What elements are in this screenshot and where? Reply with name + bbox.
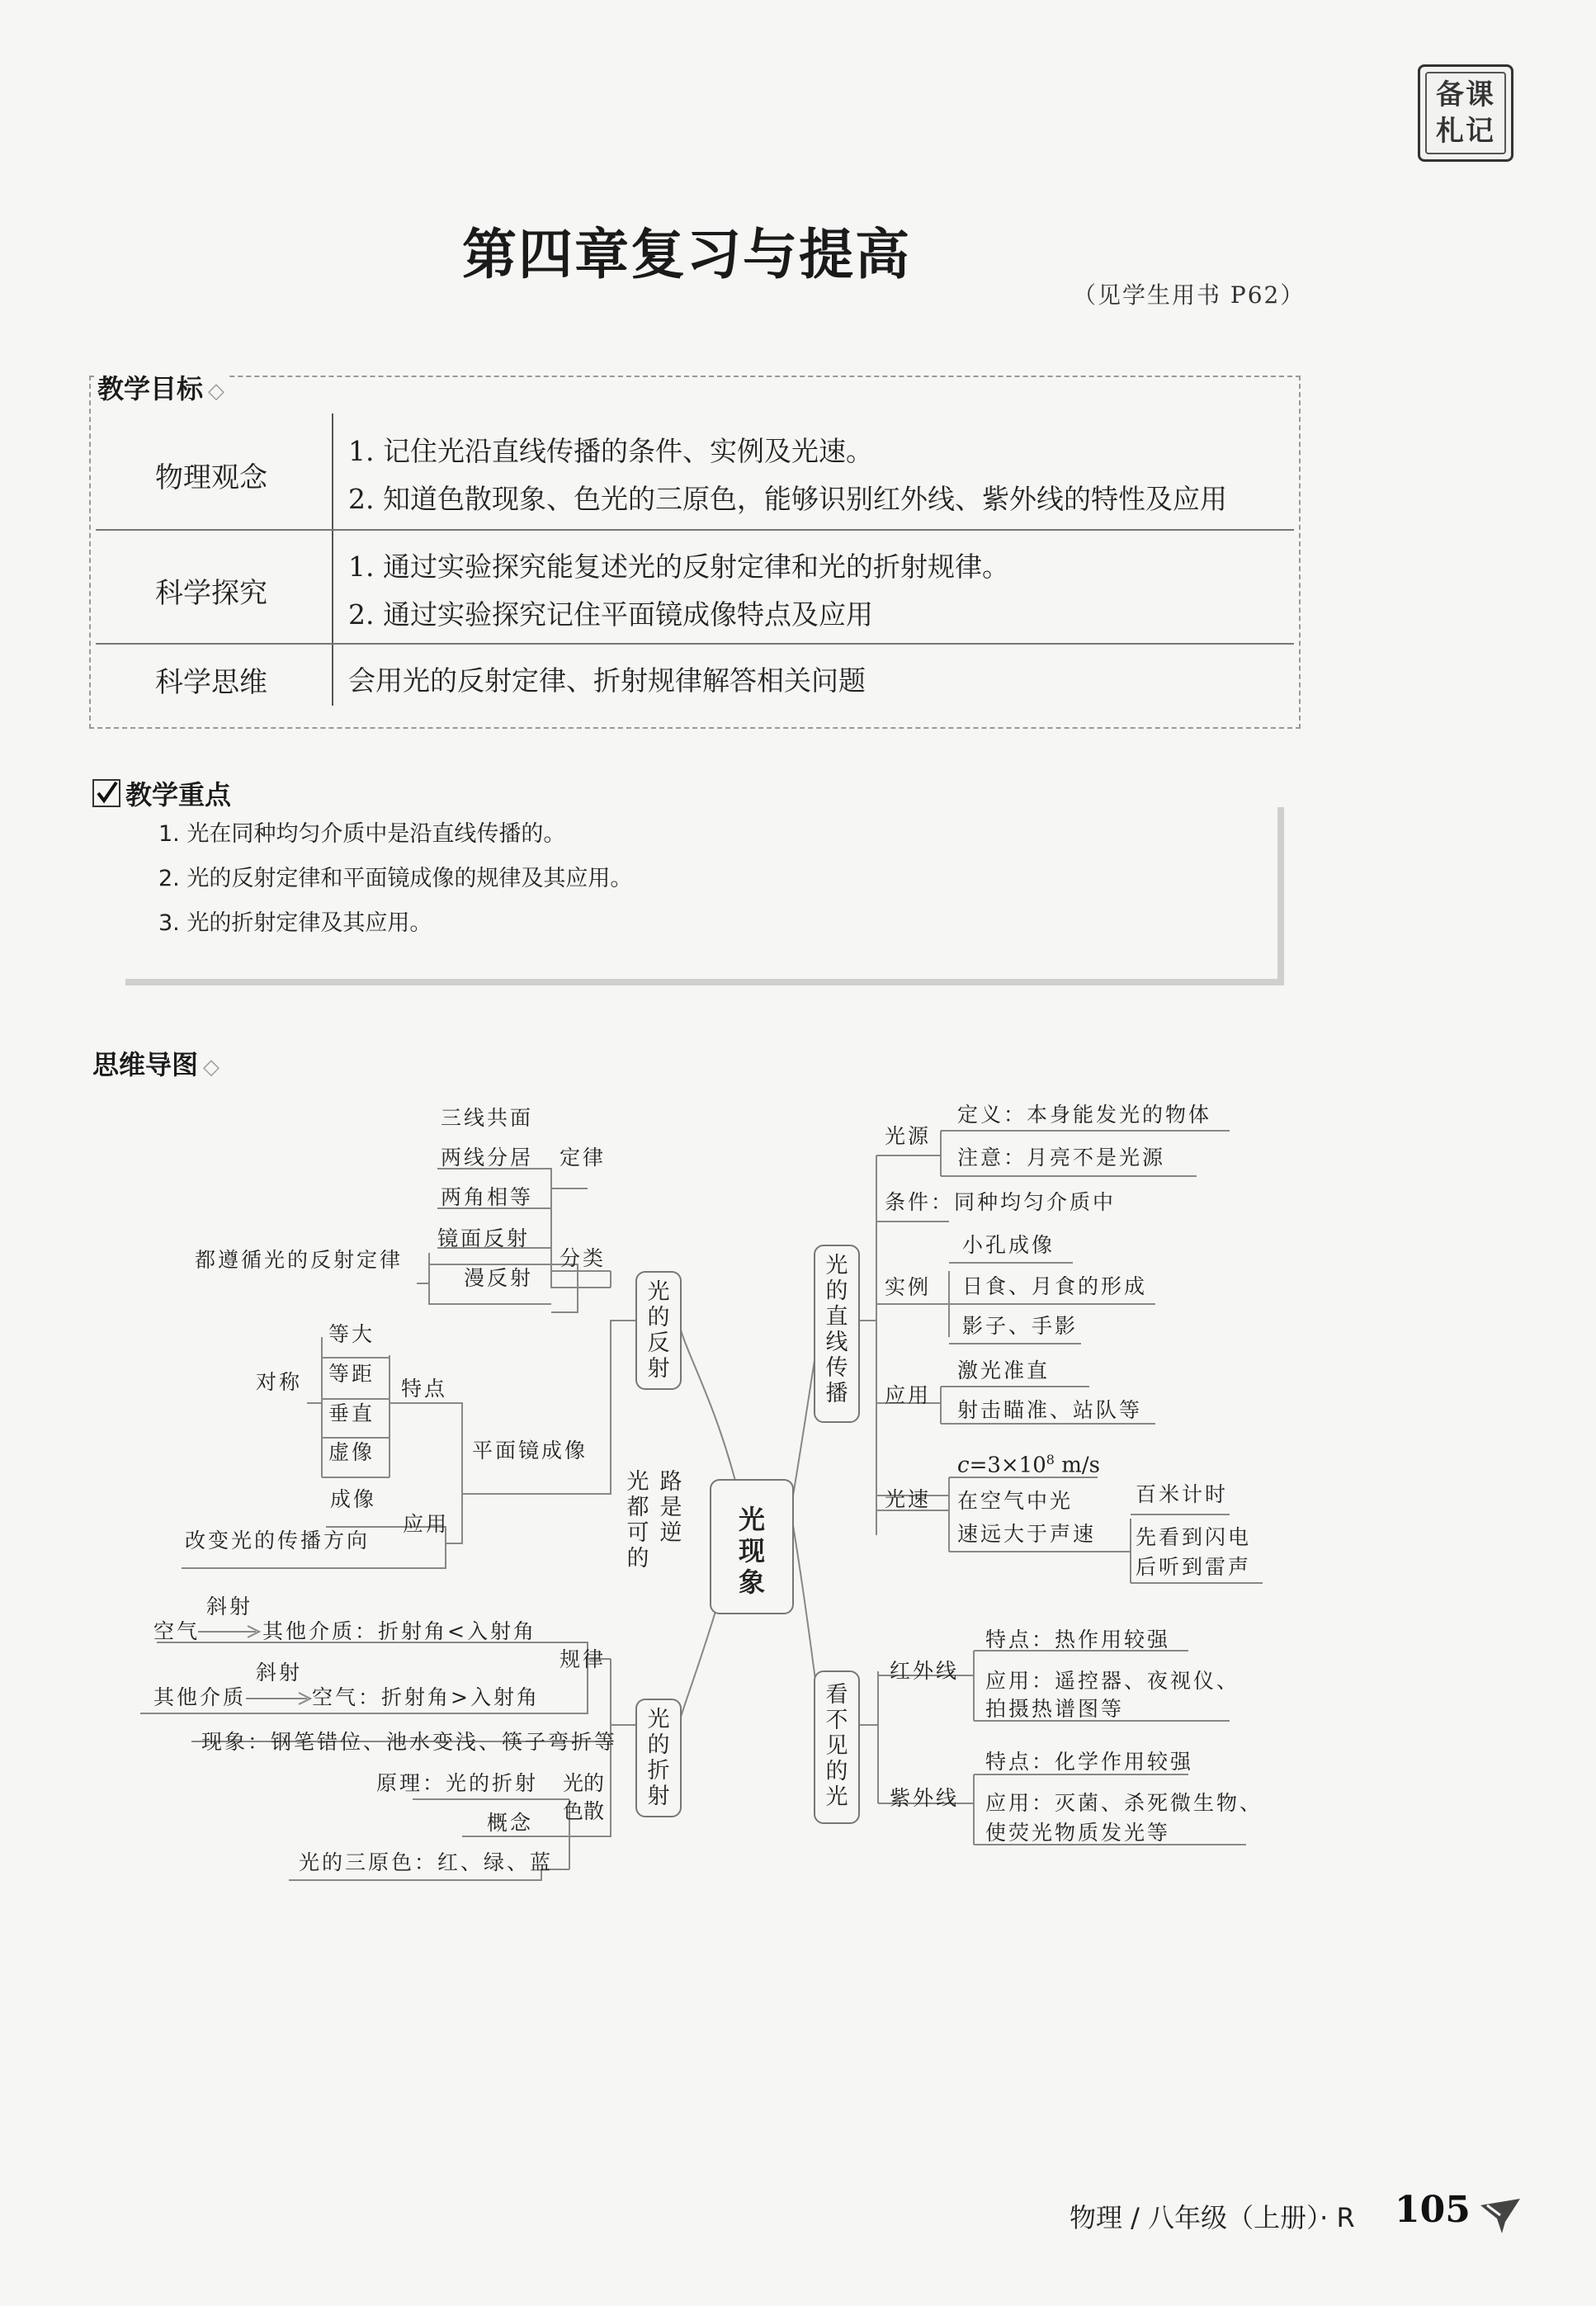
objectives-heading: [97, 368, 229, 406]
speed-formula-c: c: [957, 1453, 970, 1478]
law-label: 定律: [560, 1146, 607, 1170]
rule-other: 其他介质: [153, 1685, 247, 1709]
branch-rectilinear: [814, 1245, 860, 1423]
classification-label: 分类: [560, 1246, 607, 1270]
objective-line: 2. 通过实验探究记住平面镜成像特点及应用: [348, 598, 873, 631]
objective-line: 1. 通过实验探究能复述光的反射定律和光的折射规律。: [348, 551, 1009, 583]
application-label: 应用: [403, 1512, 450, 1536]
feature-item: 等大: [328, 1322, 375, 1346]
infrared-label: 红外线: [890, 1659, 960, 1683]
objective-label: 科学思维: [155, 666, 267, 699]
law-item: 两角相等: [441, 1185, 534, 1209]
branch-invisible-label: 看不见的光: [825, 1682, 848, 1810]
sprint-text: 百米计时: [1136, 1482, 1229, 1506]
branch-rectilinear-label: 光的直线传播: [825, 1253, 848, 1406]
oblique-label: 斜射: [256, 1661, 303, 1685]
footer-subject: 物理 / 八年级（上册）· R: [1070, 2202, 1355, 2233]
speed-formula-unit: m/s: [1054, 1453, 1100, 1478]
infrared-application: 应用：遥控器、夜视仪、: [985, 1669, 1240, 1693]
objective-line: 1. 记住光沿直线传播的条件、实例及光速。: [348, 435, 873, 467]
rules-label: 规律: [560, 1647, 607, 1671]
objective-line: 2. 知道色散现象、色光的三原色，能够识别红外线、紫外线的特性及应用: [348, 483, 1227, 515]
classification-note: 都遵循光的反射定律: [195, 1248, 404, 1272]
infrared-feature: 特点：热作用较强: [985, 1628, 1171, 1652]
rule-air: 空气: [153, 1619, 201, 1643]
objectives-heading-text: 教学目标: [97, 373, 204, 404]
mindmap-heading-text: 思维导图: [92, 1049, 199, 1080]
page-title: 第四章复习与提高: [462, 222, 911, 286]
thunder-text: 后听到雷声: [1136, 1555, 1252, 1579]
branch-refraction: [635, 1699, 682, 1817]
branch-invisible: [814, 1670, 860, 1824]
reversible-col1: 光都可的: [626, 1469, 649, 1571]
ultraviolet-application: 应用：灭菌、杀死微生物、: [985, 1791, 1263, 1815]
rule-air-to-other: 其他介质：折射角<入射角: [262, 1619, 536, 1643]
application-item: 改变光的传播方向: [185, 1529, 371, 1552]
corner-decoration-icon: [1477, 2194, 1527, 2243]
application-item: 激光准直: [957, 1359, 1051, 1382]
source-item: 注意：月亮不是光源: [957, 1146, 1166, 1170]
applications-label: 应用: [885, 1383, 932, 1407]
dispersion-concept: 概念: [487, 1811, 534, 1835]
phenomena-text: 现象：钢笔错位、池水变浅、筷子弯折等: [201, 1730, 618, 1754]
reversible-col2: 路是逆: [659, 1469, 682, 1546]
page-number: 105: [1395, 2189, 1471, 2231]
objective-label: 科学探究: [155, 577, 267, 610]
objective-label: 物理观念: [155, 461, 267, 494]
ultraviolet-label: 紫外线: [890, 1786, 960, 1810]
branch-reflection: [635, 1271, 682, 1390]
law-item: 两线分居: [441, 1146, 534, 1170]
ultraviolet-feature: 特点：化学作用较强: [985, 1750, 1194, 1774]
feature-item: 虚像: [328, 1440, 375, 1464]
feature-item: 垂直: [328, 1401, 375, 1425]
mirror-label: 平面镜成像: [472, 1439, 588, 1463]
stamp-line2: 札记: [1436, 115, 1495, 148]
page-reference: （见学生用书 P62）: [1073, 281, 1306, 309]
source-label: 光源: [885, 1124, 932, 1148]
key-point-item: 1. 光在同种均匀介质中是沿直线传播的。: [158, 821, 566, 847]
feature-item: 等距: [328, 1362, 375, 1386]
speed-air: 在空气中光: [957, 1489, 1074, 1513]
stamp-line1: 备课: [1436, 78, 1495, 111]
key-point-item: 3. 光的折射定律及其应用。: [158, 910, 432, 936]
branch-refraction-label: 光的折射: [647, 1707, 670, 1809]
ultraviolet-application: 使荧光物质发光等: [985, 1821, 1171, 1845]
dispersion-label: 光的色散: [562, 1771, 604, 1823]
source-item: 定义：本身能发光的物体: [957, 1103, 1212, 1127]
objective-line: 会用光的反射定律、折射规律解答相关问题: [348, 664, 866, 697]
diamond-icon: ◇: [203, 1055, 220, 1080]
mindmap-center-node: [710, 1479, 794, 1614]
application-item: 射击瞄准、站队等: [957, 1398, 1143, 1422]
oblique-label: 斜射: [206, 1595, 253, 1618]
law-item: 三线共面: [441, 1106, 534, 1130]
branch-reflection-label: 光的反射: [647, 1279, 670, 1382]
speed-formula-base: =3×10: [969, 1453, 1046, 1478]
rule-other-to-air: 空气：折射角>入射角: [312, 1685, 540, 1709]
thunder-text: 先看到闪电: [1136, 1525, 1252, 1549]
application-item: 成像: [330, 1487, 377, 1511]
speed-formula-exp: 8: [1046, 1452, 1055, 1467]
primary-colors: 光的三原色：红、绿、蓝: [299, 1850, 554, 1874]
diamond-icon: ◇: [208, 379, 225, 404]
key-point-item: 2. 光的反射定律和平面镜成像的规律及其应用。: [158, 866, 633, 891]
example-item: 日食、月食的形成: [962, 1274, 1148, 1298]
example-item: 小孔成像: [962, 1233, 1055, 1257]
classification-item: 镜面反射: [437, 1226, 531, 1250]
examples-label: 实例: [885, 1275, 932, 1299]
features-label: 特点: [401, 1377, 448, 1401]
speed-air: 速远大于声速: [957, 1522, 1097, 1546]
dispersion-principle: 原理：光的折射: [376, 1771, 539, 1795]
example-item: 影子、手影: [962, 1314, 1079, 1338]
mindmap-center-label: 光现象: [738, 1504, 765, 1598]
speed-formula: [957, 1448, 1100, 1478]
key-points-heading-text: 教学重点: [125, 779, 232, 810]
condition-text: 条件：同种均匀介质中: [885, 1190, 1117, 1214]
infrared-application: 拍摄热谱图等: [985, 1697, 1125, 1721]
classification-item: 漫反射: [464, 1266, 534, 1290]
symmetry-label: 对称: [256, 1370, 303, 1394]
speed-label: 光速: [885, 1487, 932, 1511]
